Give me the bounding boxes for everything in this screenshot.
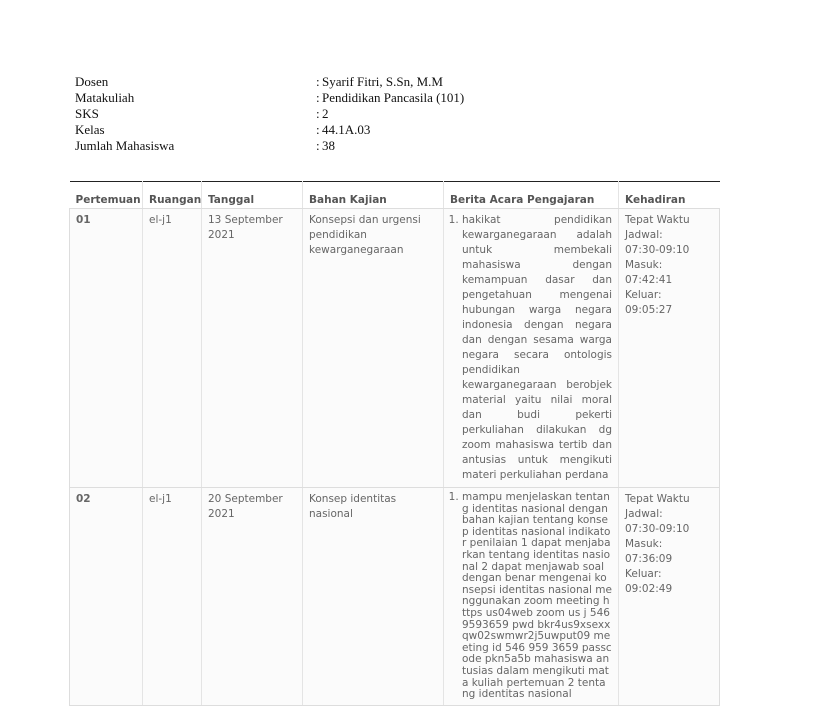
- info-value: 2: [322, 106, 329, 121]
- header-bahan-kajian: Bahan Kajian: [303, 182, 444, 209]
- info-value: 38: [322, 138, 335, 153]
- info-value: 44.1A.03: [322, 122, 371, 137]
- cell-berita-acara: [444, 488, 619, 706]
- cell-kehadiran: [619, 488, 720, 706]
- kehadiran-jadwal: 07:30-09:10: [625, 523, 690, 535]
- info-label: Matakuliah: [75, 90, 135, 105]
- info-value: Syarif Fitri, S.Sn, M.M: [322, 74, 443, 89]
- info-label: Jumlah Mahasiswa: [75, 138, 175, 153]
- cell-tanggal: 13 September 2021: [202, 209, 303, 488]
- info-value: Pendidikan Pancasila (101): [322, 90, 465, 105]
- cell-tanggal: 20 September 2021: [202, 488, 303, 706]
- kehadiran-jadwal: 07:30-09:10: [625, 244, 690, 256]
- table-row: [70, 488, 720, 706]
- kehadiran-jadwal-label: Jadwal:: [625, 508, 663, 520]
- table-row: [70, 209, 720, 488]
- header-pertemuan: Pertemuan: [70, 182, 143, 209]
- info-row-dosen: [75, 74, 464, 90]
- kehadiran-keluar-label: Keluar:: [625, 289, 662, 301]
- cell-berita-acara: [444, 209, 619, 488]
- kehadiran-keluar: 09:05:27: [625, 304, 673, 316]
- info-row-kelas: [75, 122, 464, 138]
- cell-ruangan: el-j1: [143, 488, 202, 706]
- cell-pertemuan: 02: [70, 488, 143, 706]
- info-label: Kelas: [75, 122, 105, 137]
- info-separator: :: [316, 90, 320, 105]
- kehadiran-masuk-label: Masuk:: [625, 538, 663, 550]
- kehadiran-masuk: 07:42:41: [625, 274, 673, 286]
- cell-bahan-kajian: Konsep identitas nasional: [303, 488, 444, 706]
- cell-ruangan: el-j1: [143, 209, 202, 488]
- berita-item: 1. hakikat pendidikan kewarganegaraan adalah untuk membekali mahasiswa dengan kemampuan dasar dan pengetahuan mengenai hubungan warga negara indonesia dengan negara dan dengan sesama warga negara secara ontologis pendidikan kewarganegaraan berobjek material yaitu nilai moral dan budi pekerti perkuliahan dilakukan dg zoom mahasiswa tertib dan antusias untuk mengikuti materi perkuliahan perdana: [462, 213, 612, 483]
- info-row-matakuliah: [75, 90, 464, 106]
- header-tanggal: Tanggal: [202, 182, 303, 209]
- kehadiran-status: Tepat Waktu: [625, 214, 690, 226]
- berita-item: 1. mampu menjelaskan tentang identitas nasional dengan bahan kajian tentang konsep identitas nasional indikator penilaian 1 dapat menjabarkan tentang identitas nasional 2 dapat menjawab soal dengan benar mengenai konsepsi identitas nasional menggunakan zoom meeting https us04web zoom us j 5469593659 pwd bkr4us9xsexxqw02swmwr2j5uwput09 meeting id 546 959 3659 passcode pkn5a5b mahasiswa antusias dalam mengikuti mata kuliah pertemuan 2 tentang identitas nasional: [462, 492, 612, 701]
- table-header-row: [70, 182, 720, 209]
- info-row-jumlah-mahasiswa: [75, 138, 464, 154]
- cell-bahan-kajian: Konsepsi dan urgensi pendidikan kewarganegaraan: [303, 209, 444, 488]
- info-label: Dosen: [75, 74, 109, 89]
- cell-kehadiran: [619, 209, 720, 488]
- kehadiran-masuk-label: Masuk:: [625, 259, 663, 271]
- info-separator: :: [316, 138, 320, 153]
- cell-pertemuan: 01: [70, 209, 143, 488]
- info-row-sks: [75, 106, 464, 122]
- kehadiran-keluar: 09:02:49: [625, 583, 673, 595]
- header-kehadiran: Kehadiran: [619, 182, 720, 209]
- info-separator: :: [316, 106, 320, 121]
- info-separator: :: [316, 74, 320, 89]
- kehadiran-masuk: 07:36:09: [625, 553, 673, 565]
- info-label: SKS: [75, 106, 99, 121]
- info-separator: :: [316, 122, 320, 137]
- header-berita-acara: Berita Acara Pengajaran: [444, 182, 619, 209]
- kehadiran-status: Tepat Waktu: [625, 493, 690, 505]
- header-ruangan: Ruangan: [143, 182, 202, 209]
- attendance-table: [69, 181, 720, 706]
- course-info: [75, 74, 464, 154]
- kehadiran-jadwal-label: Jadwal:: [625, 229, 663, 241]
- kehadiran-keluar-label: Keluar:: [625, 568, 662, 580]
